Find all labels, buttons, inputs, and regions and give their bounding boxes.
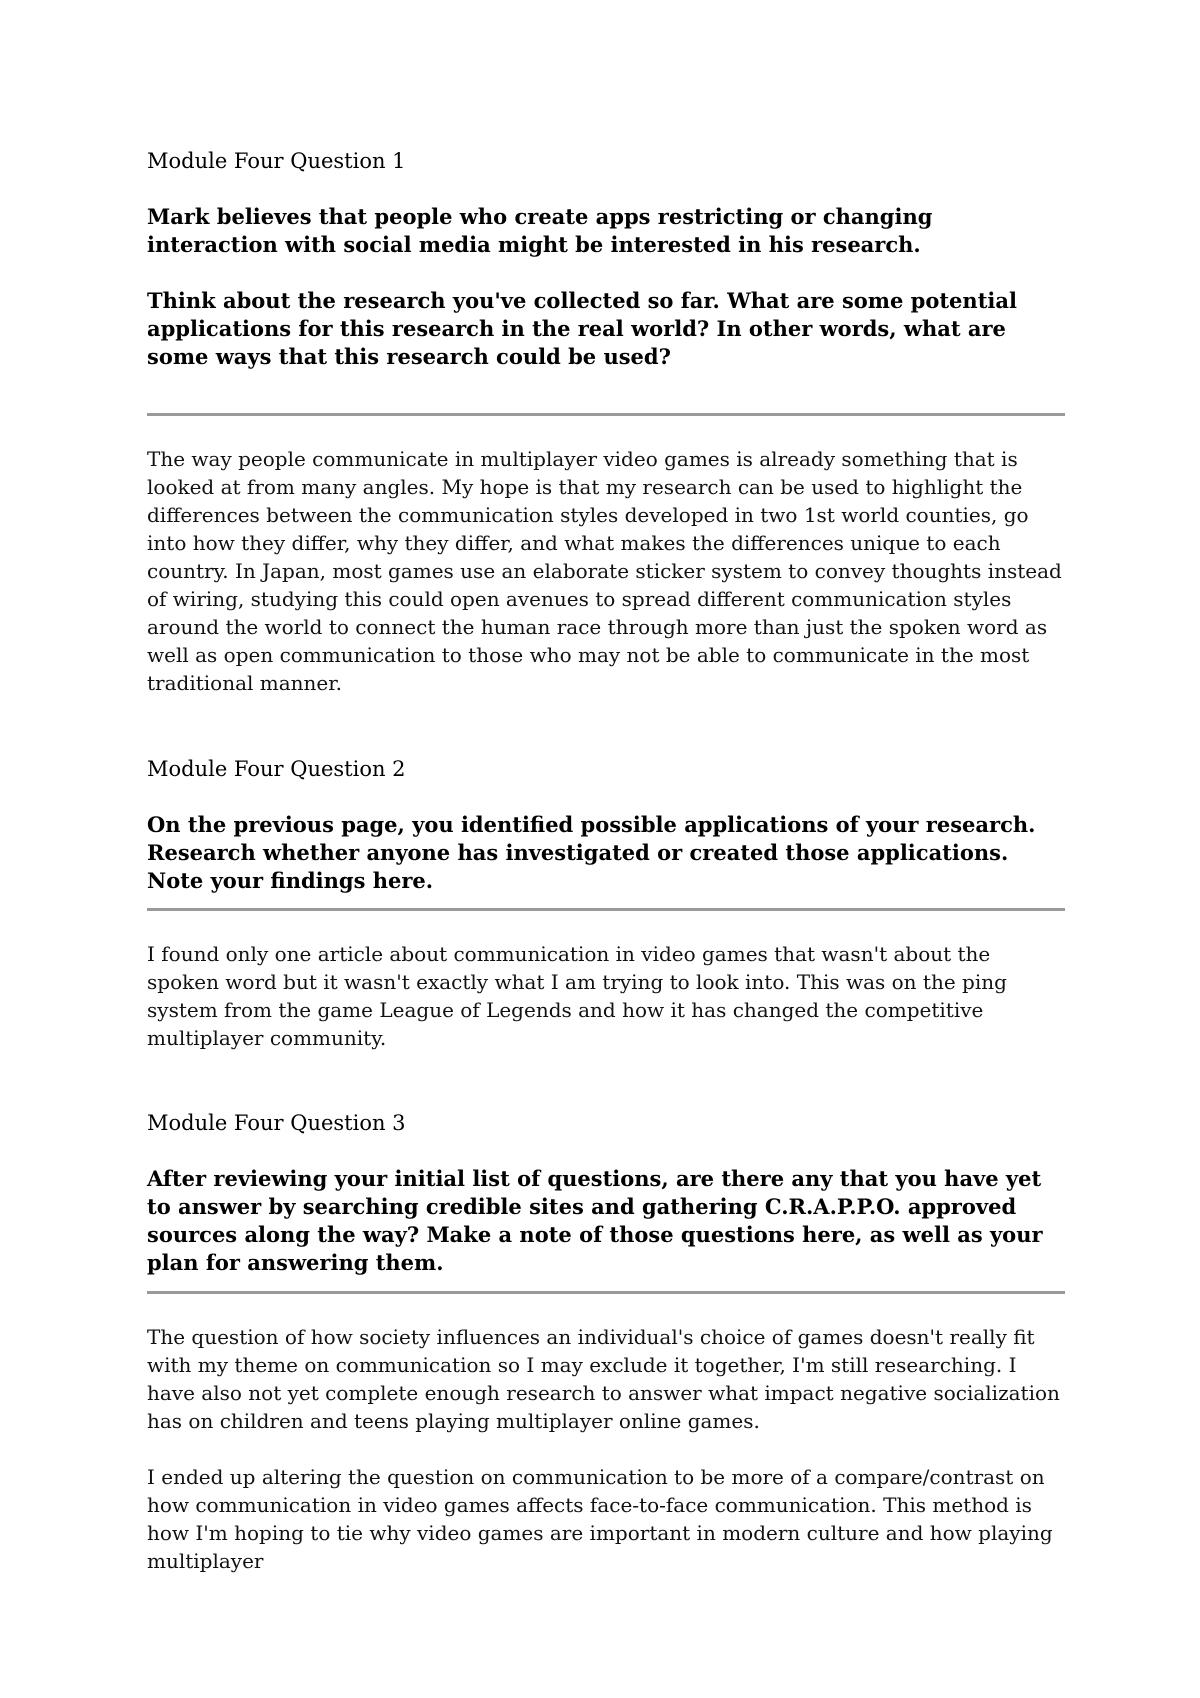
question-3-prompt-p1: After reviewing your initial list of questions, are there any that you have yet to answer by searching credible sites and gathering C.R.A.P.P.O. approved sources along the way? Make a note of those questions here, as well as your plan for answering them. (147, 1166, 1043, 1275)
question-2-divider (147, 908, 1065, 911)
question-3-answer-continued (147, 1463, 1062, 1575)
question-2-title: Module Four Question 2 (147, 757, 406, 781)
question-2-answer-p1: I found only one article about communication in video games that wasn't about the spoken word but it wasn't exactly what I am trying to look into. This was on the ping system from the game League of Legends and how it has changed the competitive multiplayer community. (147, 942, 1007, 1050)
question-3-divider (147, 1291, 1065, 1294)
question-1-prompt-p2: Think about the research you've collected so far. What are some potential applications for this research in the real world? In other words, what are some ways that this research could be used? (147, 288, 1017, 369)
question-3-answer-p2: I ended up altering the question on communication to be more of a compare/contrast on how communication in video games affects face-to-face communication. This method is how I'm hoping to tie why video games are important in modern culture and how playing multiplayer (147, 1465, 1053, 1573)
question-3-title: Module Four Question 3 (147, 1111, 406, 1135)
question-1-answer (147, 445, 1062, 697)
question-1-title: Module Four Question 1 (147, 149, 406, 173)
question-1-divider (147, 413, 1065, 416)
question-1-prompt-p1: Mark believes that people who create apps restricting or changing interaction with social media might be interested in his research. (147, 204, 933, 257)
question-2-prompt-p1: On the previous page, you identified possible applications of your research. Research whether anyone has investigated or created those applications. Note your findings here. (147, 812, 1036, 893)
question-3-answer (147, 1323, 1062, 1435)
question-1-answer-p1: The way people communicate in multiplayer video games is already something that is looked at from many angles. My hope is that my research can be used to highlight the differences between the communication styles developed in two 1st world counties, go into how they differ, why they differ, and what makes the differences unique to each country. In Japan, most games use an elaborate sticker system to convey thoughts instead of wiring, studying this could open avenues to spread different communication styles around the world to connect the human race through more than just the spoken word as well as open communication to those who may not be able to communicate in the most traditional manner. (147, 447, 1062, 695)
question-2-answer (147, 940, 1062, 1052)
question-3-answer-p1: The question of how society influences an individual's choice of games doesn't really fit with my theme on communication so I may exclude it together, I'm still researching. I have also not yet complete enough research to answer what impact negative socialization has on children and teens playing multiplayer online games. (147, 1325, 1060, 1433)
